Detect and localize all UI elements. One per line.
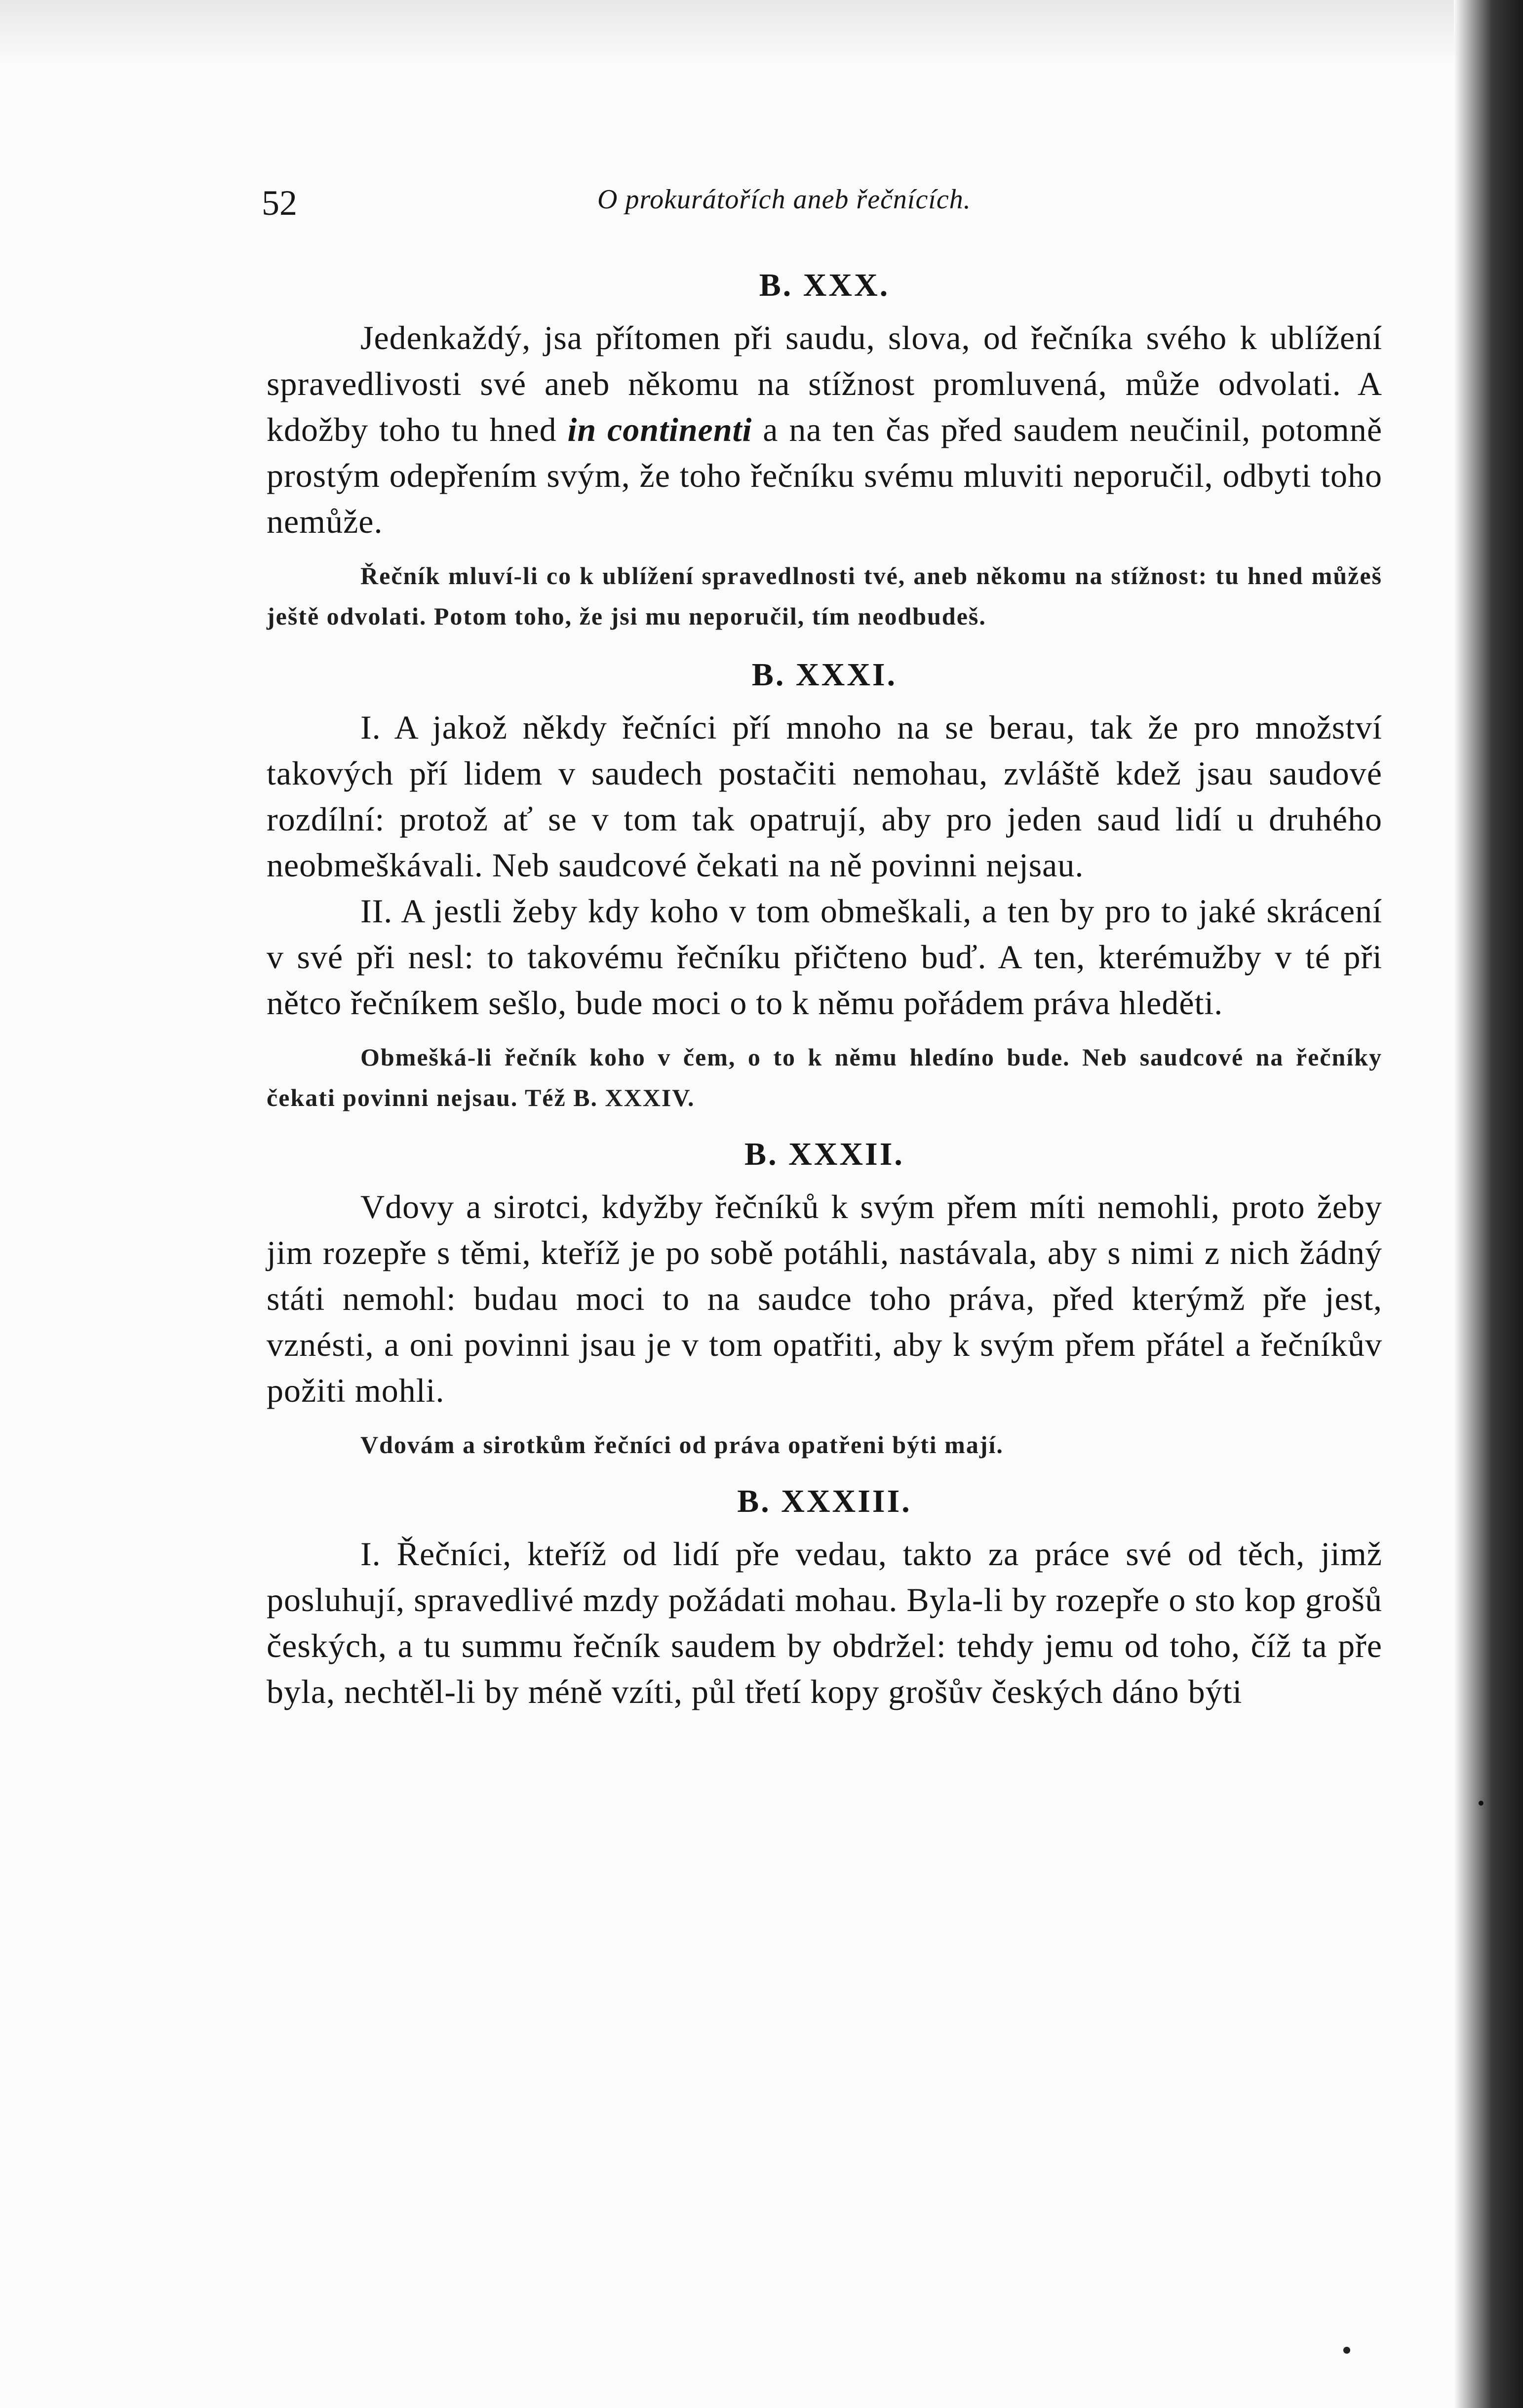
page-number: 52 — [262, 183, 297, 223]
paragraph: I. A jakož někdy řečníci pří mnoho na se berau, tak že pro množství takových pří lidem v saudech postačiti nemohau, zvláště kdež jsau saudové rozdílní: protož ať se v tom tak opatrují, aby pro jeden saud lidí u druhého neobmeškávali. Neb saudcové čekati na ně povinni nejsau. — [267, 709, 1382, 884]
paragraph-text: Jedenkaždý, jsa přítomen při saudu, slova, od řečníka svého k ublížení spravedlivosti své aneb někomu na stížnost promluvená, může odvolati. A kdožby toho tu hned — [267, 319, 1382, 448]
paragraph: I. Řečníci, kteříž od lidí pře vedau, takto za práce své od těch, jimž posluhují, spravedlivé mzdy požádati mohau. Byla-li by rozepře o sto kop grošů českých, a tu summu řečník saudem by obdržel: tehdy jemu od toho, číž ta pře byla, nechtěl-li by méně vzíti, půl třetí kopy grošův českých dáno býti — [267, 1535, 1382, 1710]
marginal-gloss: Řečník mluví-li co k ublížení spravedlnosti tvé, aneb někomu na stížnost: tu hned můžeš ještě odvolati. Potom toho, že jsi mu neporučil, tím neodbudeš. — [267, 562, 1382, 630]
section-heading: B. XXXI. — [751, 657, 898, 693]
scan-shadow-top — [0, 0, 1523, 64]
running-head: O prokurátořích aneb řečnících. — [597, 184, 971, 215]
marginal-gloss: Vdovám a sirotkům řečníci od práva opatřeni býti mají. — [360, 1431, 1004, 1459]
italic-phrase: in continenti — [567, 411, 752, 448]
paragraph-text: a na ten čas před saudem neučinil, potomně prostým odepřením svým, že toho řečníku svému mluviti neporučil, odbyti toho nemůže. — [267, 411, 1382, 540]
scan-shadow-right — [1454, 0, 1523, 2408]
section-heading: B. XXXII. — [744, 1136, 904, 1172]
paragraph: II. A jestli žeby kdy koho v tom obmeškali, a ten by pro to jaké skrácení v své při nesl: to takovému řečníku přičteno buď. A ten, kterémužby v té při nětco řečníkem sešlo, bude moci o to k němu pořádem práva hleděti. — [267, 892, 1382, 1022]
paragraph: Vdovy a sirotci, kdyžby řečníků k svým přem míti nemohli, proto žeby jim rozepře s těmi, kteříž je po sobě potáhli, nastávala, aby s nimi z nich žádný státi nemohl: budau moci to na saudce toho práva, před kterýmž pře jest, vznésti, a oni povinni jsau je v tom opatřiti, aby k svým přem přátel a řečníkův požiti mohli. — [267, 1188, 1382, 1409]
paragraph — [267, 315, 1382, 545]
marginal-gloss: Obmešká-li řečník koho v čem, o to k němu hledíno bude. Neb saudcové na řečníky čekati povinni nejsau. Též B. XXXIV. — [267, 1043, 1382, 1111]
scan-speck — [1479, 1801, 1484, 1806]
section-heading: B. XXX. — [759, 267, 890, 303]
scan-speck — [1343, 2347, 1350, 2354]
page-body — [267, 267, 1382, 1715]
section-heading: B. XXXIII. — [737, 1483, 912, 1519]
